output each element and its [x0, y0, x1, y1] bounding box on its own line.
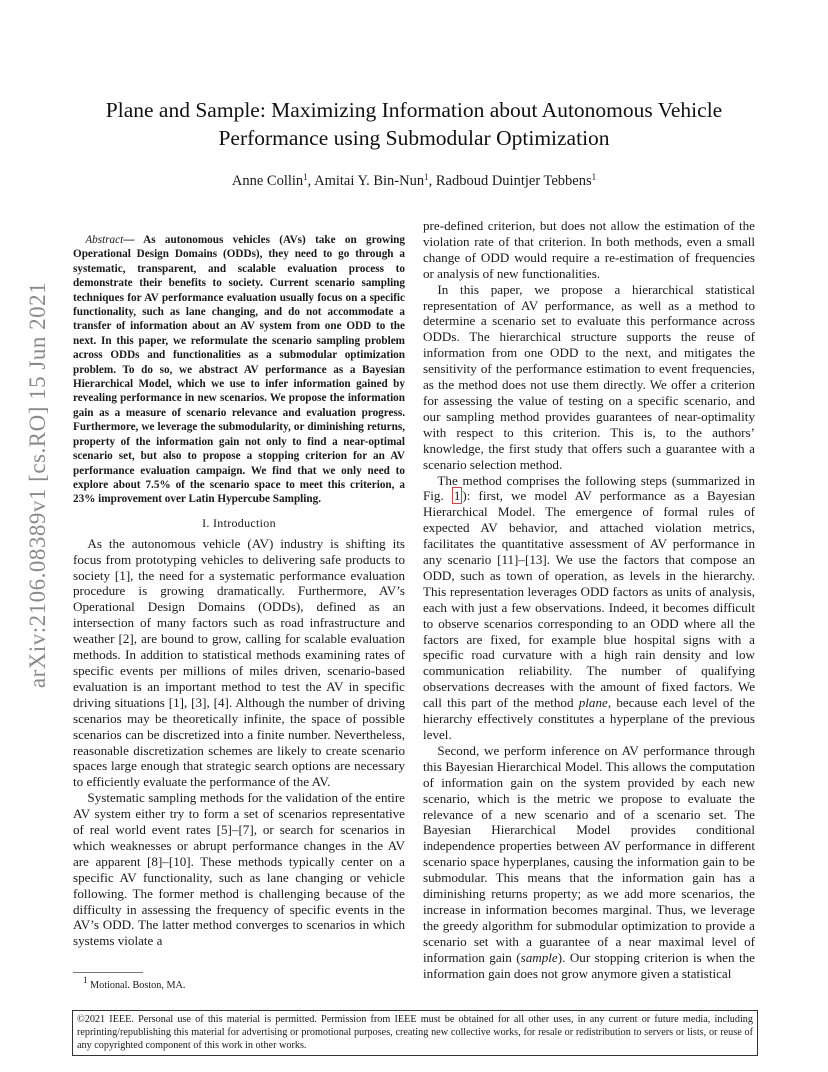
body-paragraph: In this paper, we propose a hierarchical statistical representation of AV performance, as well as a method to determine a scenario set to evaluate this performance across ODDs. The hierarchical structure supports the reuse of information from one ODD to the next, and mitigates the sensitivity of the performance estimation to event frequencies, as the method does not use them directly. We offer a criterion for assessing the value of testing on a specific scenario, and our sampling method provides guarantees of near-optimality with respect to this criterion. This is, to the authors’ knowledge, the first study that offers such a guarantee with a scenario selection method.	[423, 281, 755, 472]
author-affiliation-mark: 1	[591, 172, 597, 182]
abstract-text: As autonomous vehicles (AVs) take on growing Operational Design Domains (ODDs), they need to go through a systematic, transparent, and scalable evaluation process to demonstrate their benefits to society. Current scenario sampling techniques for AV performance evaluation usually focus on a specific functionality, such as lane changing, and do not accommodate a transfer of information about an AV system from one ODD to the next. In this paper, we reformulate the scenario sampling problem across ODDs and functionalities as a submodular optimization problem. To do so, we abstract AV performance as a Bayesian Hierarchical Model, which we use to infer information gained by revealing performance in new scenarios. We propose the information gain as a measure of scenario relevance and evaluation progress. Furthermore, we leverage the submodularity, or diminishing returns, property of the information gain not only to find a near-optimal scenario set, but also to propose a stopping criterion for an AV performance evaluation campaign. We find that we only need to explore about 7.5% of the scenario space to meet this criterion, a 23% improvement over Latin Hypercube Sampling.	[73, 234, 405, 506]
footnote-text: Motional. Boston, MA.	[90, 980, 186, 991]
paragraph-text: Second, we perform inference on AV performance through this Bayesian Hierarchical Model. This allows the computation of information gain on the system provided by each new scenario, which is the metric we propose to evaluate the relevance of a new scenario and of a scenario set. The Bayesian Hierarchical Model provides conditional independence properties between AV performance in different scenario space hyperplanes, causing the information gain to be submodular. This means that the information gain has a diminishing returns property; as we add more scenarios, the increase in information becomes marginal. Thus, we leverage the greedy algorithm for submodular optimization to provide a scenario set with a guarantee of a near maximal level of information gain (	[423, 742, 755, 965]
figure-reference-link[interactable]: 1	[453, 488, 461, 504]
author-name: Radboud Duintjer Tebbens	[435, 173, 592, 189]
author-name: Anne Collin	[231, 173, 304, 189]
left-column	[73, 233, 405, 949]
author-name: Amitai Y. Bin-Nun	[314, 173, 425, 189]
paragraph-text: The method comprises the following steps (summarized in Fig.	[423, 472, 755, 504]
author-separator: ,	[307, 173, 315, 189]
emphasis-text: plane	[578, 695, 608, 711]
author-affiliation-mark: 1	[424, 172, 429, 182]
right-column	[423, 218, 755, 982]
paragraph-text: ). Our stopping criterion is when the information gain does not grow anymore given a statistical	[423, 949, 755, 981]
paragraph-text: ): first, we model AV performance as a Bayesian Hierarchical Model. The emergence of formal rules of expected AV behavior, and attached violation metrics, facilitates the quantitative assessment of AV performance in any scenario [11]–[13]. We use the factors that compose an ODD, such as town of operation, as levels in the hierarchy. This representation leverages ODD factors as units of analysis, each with just a few observations. Indeed, it becomes difficult to observe scenarios corresponding to an ODD where all the factors are fixed, for example blue hospital signs with a specific road curvature with a high rain density and low communication reliability. The number of qualifying observations decreases with the amount of fixed factors. We call this part of the method	[423, 488, 755, 711]
title-line-2: Performance using Submodular Optimization	[218, 126, 610, 150]
body-paragraph: As the autonomous vehicle (AV) industry is shifting its focus from prototyping vehicles to delivering safe products to society [1], the need for a systematic performance evaluation procedure is growing dramatically. Furthermore, AV’s Operational Design Domains (ODDs), defined as an intersection of many factors such as road infrastructure and weather [2], are bound to grow, calling for scalable evaluation methods. In addition to statistical methods examining rates of specific events per millions of miles driven, scenario-based evaluation is an important method to test the AV in specific driving situations [1], [3], [4]. Although the number of driving scenarios may be theoretically infinite, the space of possible scenarios can be discretized into a finite number. Nevertheless, reasonable discretization schemes are likely to create scenario spaces large enough that strategic search options are necessary to efficiently evaluate the performance of the AV.	[73, 535, 405, 790]
body-paragraph	[423, 743, 755, 982]
section-heading: I. Introduction	[202, 515, 276, 530]
author-list	[72, 172, 756, 190]
body-paragraph	[423, 473, 755, 743]
abstract	[73, 233, 405, 507]
title-line-1: Plane and Sample: Maximizing Information about Autonomous Vehicle	[105, 98, 723, 122]
emphasis-text: sample	[520, 949, 558, 965]
abstract-dash: —	[123, 234, 144, 246]
footnote-mark: 1	[83, 975, 88, 985]
footnote-rule	[73, 972, 143, 973]
arxiv-identifier: arXiv:2106.08389v1 [cs.RO] 15 Jun 2021	[25, 281, 50, 689]
footnote	[83, 975, 186, 992]
paper-title	[72, 96, 756, 152]
author-separator: ,	[428, 173, 436, 189]
author-affiliation-mark: 1	[303, 172, 308, 182]
paragraph-text: , because each level of the hierarchy effectively constitutes a hyperplane of the previous level.	[423, 695, 755, 742]
copyright-notice: ©2021 IEEE. Personal use of this material is permitted. Permission from IEEE must be obtained for all other uses, in any current or future media, including reprinting/republishing this material for advertising or promotional purposes, creating new collective works, for resale or redistribution to servers or lists, or reuse of any copyrighted component of this work in other works.	[72, 1010, 758, 1056]
body-paragraph: Systematic sampling methods for the validation of the entire AV system either try to form a set of scenarios representative of real world event rates [5]–[7], or search for scenarios in which weaknesses or abrupt performance changes in the AV are apparent [8]–[10]. These methods typically center on a specific AV functionality, such as lane changing or vehicle following. The former method is challenging because of the difficulty in assessing the frequency of specific events in the AV’s ODD. The latter method converges to scenarios in which systems violate a	[73, 790, 405, 949]
abstract-label: Abstract	[85, 234, 124, 246]
arxiv-sidebar	[0, 0, 64, 1072]
body-paragraph: pre-defined criterion, but does not allow the estimation of the violation rate of that criterion. In both methods, even a small change of ODD would require a re-estimation of frequencies or analysis of new functionalities.	[423, 218, 755, 281]
